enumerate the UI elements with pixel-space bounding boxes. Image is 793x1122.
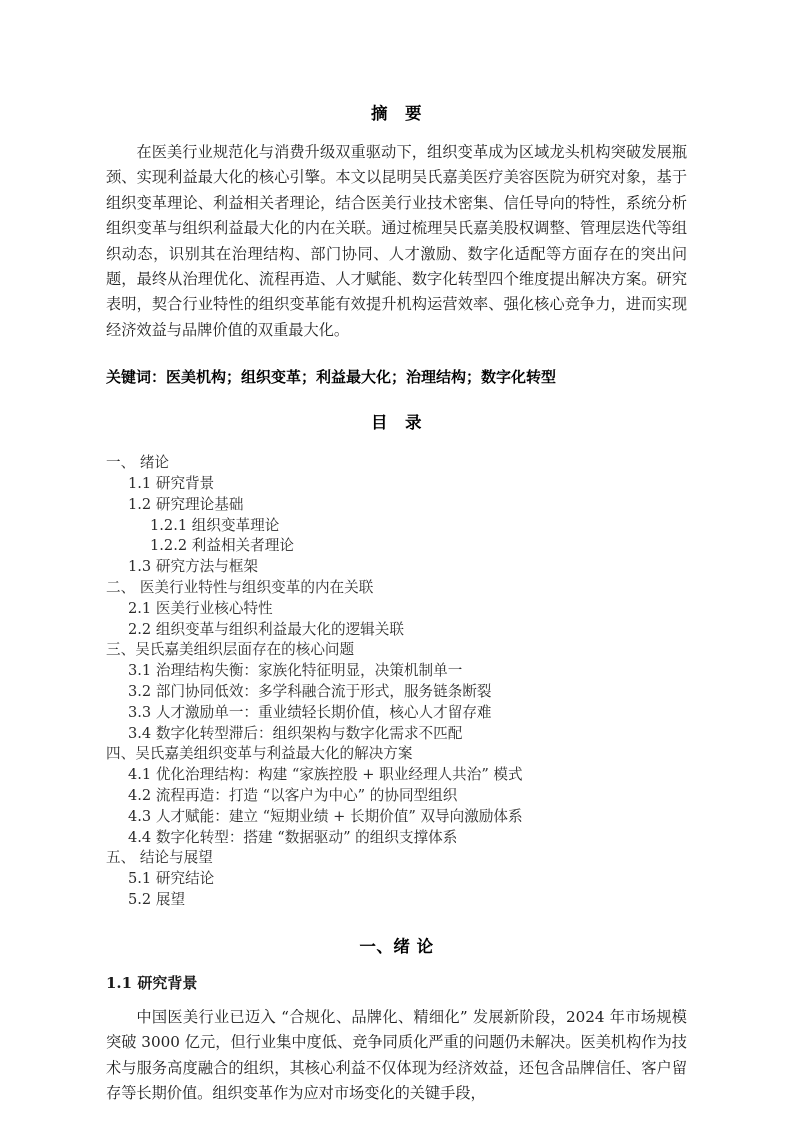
- chapter-title: 一、绪 论: [359, 936, 434, 956]
- page-content-column: [106, 0, 687, 1106]
- toc-entry[interactable]: 3.3 人才激励单一：重业绩轻长期价值，核心人才留存难: [128, 703, 492, 721]
- toc-entry[interactable]: 2.1 医美行业核心特性: [128, 599, 273, 617]
- table-of-contents: [106, 453, 687, 911]
- spacer-after-section-heading: [106, 995, 687, 1005]
- toc-entry[interactable]: 五、 结论与展望: [106, 849, 213, 867]
- abstract-title: 摘 要: [371, 104, 422, 123]
- toc-entry[interactable]: 1.2 研究理论基础: [128, 495, 244, 513]
- spacer-before-keywords: [106, 343, 687, 365]
- toc-title: 目 录: [371, 413, 422, 433]
- section-heading-1-1: 1.1 研究背景: [106, 973, 198, 992]
- toc-entry[interactable]: 一、 绪论: [106, 454, 170, 472]
- toc-entry[interactable]: 二、 医美行业特性与组织变革的内在关联: [106, 579, 374, 597]
- toc-entry[interactable]: 三、吴氏嘉美组织层面存在的核心问题: [106, 641, 355, 659]
- toc-entry[interactable]: 3.2 部门协同低效：多学科融合流于形式，服务链条断裂: [128, 683, 492, 701]
- toc-entry[interactable]: 3.4 数字化转型滞后：组织架构与数字化需求不匹配: [128, 724, 463, 742]
- section-paragraph-1-1: 中国医美行业已迈入 “合规化、品牌化、精细化” 发展新阶段，2024 年市场规模突破 3000 亿元，但行业集中度低、竞争同质化严重的问题仍未解决。医美机构作为技术与服务高度融合的组织，其核心利益不仅体现为经济效益，还包含品牌信任、客户留存等长期价值。组织变革作为应对市场变化的关键手段，: [106, 1007, 687, 1102]
- abstract-paragraph: 在医美行业规范化与消费升级双重驱动下，组织变革成为区域龙头机构突破发展瓶颈、实现利益最大化的核心引擎。本文以昆明吴氏嘉美医疗美容医院为研究对象，基于组织变革理论、利益相关者理论，结合医美行业技术密集、信任导向的特性，系统分析组织变革与组织利益最大化的内在关联。通过梳理吴氏嘉美股权调整、管理层迭代等组织动态，识别其在治理结构、部门协同、人才激励、数字化适配等方面存在的突出问题，最终从治理优化、流程再造、人才赋能、数字化转型四个维度提出解决方案。研究表明，契合行业特性的组织变革能有效提升机构运营效率、强化核心竞争力，进而实现经济效益与品牌价值的双重最大化。: [106, 143, 687, 339]
- toc-entry[interactable]: 1.2.1 组织变革理论: [150, 516, 280, 534]
- toc-entry[interactable]: 2.2 组织变革与组织利益最大化的逻辑关联: [128, 620, 404, 638]
- toc-entry[interactable]: 5.2 展望: [128, 890, 186, 908]
- spacer-after-chapter-title: [106, 957, 687, 971]
- toc-entry[interactable]: 1.2.2 利益相关者理论: [150, 537, 294, 555]
- spacer-before-toc-title: [106, 389, 687, 409]
- toc-entry[interactable]: 4.1 优化治理结构：构建 “家族控股 + 职业经理人共治” 模式: [128, 766, 523, 784]
- spacer-before-chapter-title: [106, 911, 687, 933]
- spacer-after-toc-title: [106, 433, 687, 453]
- toc-entry[interactable]: 4.4 数字化转型：搭建 “数据驱动” 的组织支撑体系: [128, 828, 458, 846]
- toc-entry[interactable]: 1.1 研究背景: [128, 475, 215, 493]
- toc-entry[interactable]: 四、吴氏嘉美组织变革与利益最大化的解决方案: [106, 745, 413, 763]
- toc-entry[interactable]: 4.2 流程再造：打造 “以客户为中心” 的协同型组织: [128, 787, 458, 804]
- toc-entry[interactable]: 4.3 人才赋能：建立 “短期业绩 + 长期价值” 双导向激励体系: [128, 807, 523, 825]
- toc-entry[interactable]: 1.3 研究方法与框架: [128, 558, 259, 576]
- spacer-after-abstract-title: [106, 124, 687, 140]
- toc-entry[interactable]: 5.1 研究结论: [128, 870, 215, 888]
- toc-entry[interactable]: 3.1 治理结构失衡：家族化特征明显，决策机制单一: [128, 662, 463, 680]
- keywords-line: 关键词：医美机构；组织变革；利益最大化；治理结构；数字化转型: [106, 368, 557, 387]
